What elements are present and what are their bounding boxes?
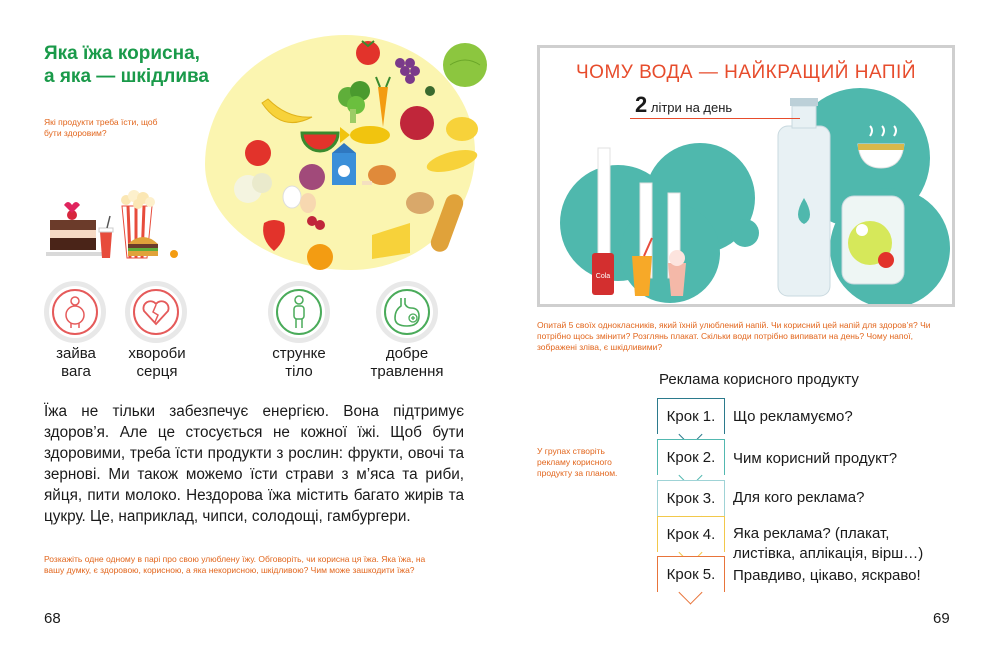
step-label: Крок 4. bbox=[666, 526, 716, 543]
question-note: Які продукти треба їсти, щоб бути здоровим? bbox=[44, 117, 158, 138]
label-line: вага bbox=[61, 363, 91, 380]
page-number-right: 69 bbox=[933, 610, 950, 627]
page-number-left: 68 bbox=[44, 610, 61, 627]
step-2-text: Чим корисний продукт? bbox=[733, 450, 898, 467]
milkshake-icon bbox=[668, 250, 686, 296]
slim-person-icon bbox=[284, 295, 314, 329]
label-line: струнке bbox=[272, 345, 326, 362]
corn-icon bbox=[425, 146, 480, 177]
label-line: хвороби bbox=[128, 345, 186, 362]
cola-can-icon bbox=[592, 253, 614, 295]
step-4-text-line2: листівка, аплікація, вірш…) bbox=[733, 545, 924, 562]
junk-food-illustration bbox=[44, 170, 184, 270]
ad-plan-title: Реклама корисного продукту bbox=[659, 371, 859, 388]
step-4-text: Яка реклама? (плакат, bbox=[733, 525, 890, 542]
step-5 bbox=[657, 556, 725, 592]
overweight-label bbox=[31, 345, 121, 381]
teal-blob-right bbox=[731, 88, 950, 307]
soda-cup-icon bbox=[99, 216, 113, 258]
cola-can-label: Cola bbox=[595, 273, 611, 280]
carrot-icon bbox=[376, 77, 390, 127]
onion-icon bbox=[299, 164, 325, 190]
slim-body-label bbox=[254, 345, 344, 381]
page-title bbox=[44, 42, 209, 88]
step-label: Крок 3. bbox=[666, 490, 716, 507]
label-line: серця bbox=[136, 363, 178, 380]
step-2 bbox=[657, 439, 725, 475]
orange-icon bbox=[307, 244, 333, 270]
poster-title: ЧОМУ ВОДА — НАЙКРАЩИЙ НАПІЙ bbox=[576, 62, 916, 83]
lemonade-pitcher-icon bbox=[842, 196, 904, 284]
step-1-text: Що рекламуємо? bbox=[733, 408, 853, 425]
group-task-note: У групах створіть рекламу корисного продукту за планом. bbox=[537, 446, 618, 478]
cauliflower-icon bbox=[234, 173, 272, 203]
egg-icon bbox=[283, 186, 316, 213]
survey-note: Опитай 5 своїх однокласників, який їхній улюблений напій. Чи корисний цей напій для здоров’я? Чи потрібно щось змінити? Розглянь плакат. Скільки води потрібно випивати на день? Чому напої, зображені зліва, є шкідливими? bbox=[537, 320, 931, 352]
step-label: Крок 5. bbox=[666, 566, 716, 583]
overweight-person-icon bbox=[60, 295, 90, 329]
step-1 bbox=[657, 398, 725, 434]
potato-icon bbox=[406, 192, 434, 214]
overweight-icon-circle bbox=[44, 281, 106, 343]
good-digestion-icon-circle bbox=[376, 281, 438, 343]
banana-icon bbox=[262, 99, 312, 123]
watermelon-icon bbox=[302, 133, 338, 151]
step-5-text: Правдиво, цікаво, яскраво! bbox=[733, 567, 921, 584]
pointer-line bbox=[630, 118, 800, 119]
discussion-note: Розкажіть одне одному в парі про свою улюблену їжу. Обговоріть, чи корисна ця їжа. Яка їжа, на вашу думку, є здоровою, корисною, а яка некорисною, шкідливою? Чим може зашкодити їжа? bbox=[44, 554, 426, 575]
cheese-icon bbox=[372, 223, 410, 259]
cabbage-icon bbox=[443, 43, 487, 87]
milk-carton-icon bbox=[332, 143, 356, 185]
liters-number: 2 bbox=[635, 92, 648, 117]
step-3 bbox=[657, 480, 725, 516]
label-line: тіло bbox=[285, 363, 313, 380]
broccoli-icon bbox=[338, 81, 370, 123]
candy-icon bbox=[170, 250, 178, 258]
heart-disease-icon-circle bbox=[125, 281, 187, 343]
stomach-icon bbox=[391, 296, 423, 328]
grapes-icon bbox=[395, 58, 420, 84]
liters-text: літри на день bbox=[650, 100, 733, 115]
slim-body-icon-circle bbox=[268, 281, 330, 343]
cake-icon bbox=[46, 202, 102, 256]
cherry-icon bbox=[307, 216, 325, 230]
broken-heart-icon bbox=[141, 298, 171, 326]
tomato-icon bbox=[356, 41, 380, 65]
label-line: зайва bbox=[56, 345, 96, 362]
liters-per-day bbox=[635, 92, 732, 118]
healthy-food-illustration bbox=[200, 25, 500, 280]
bread-icon bbox=[428, 192, 465, 255]
heart-disease-label bbox=[112, 345, 202, 381]
title-line-1: Яка їжа корисна, bbox=[44, 43, 200, 64]
fish-icon bbox=[340, 126, 390, 144]
water-poster-illustration bbox=[540, 48, 955, 307]
step-label: Крок 2. bbox=[666, 449, 716, 466]
main-paragraph: Їжа не тільки забезпечує енергією. Вона підтримує здоров’я. Але це стосується не кожної їжі. Щоб бути здоровими, треба їсти продукти з рослин: фрукти, овочі та зернові. Ми також можемо їсти страви з м’яса та риби, яйця, пити молоко. Нездорова їжа містить багато жирів та цукру. Це, наприклад, чипси, солодощі, гамбургери. bbox=[44, 403, 464, 525]
label-line: травлення bbox=[370, 363, 444, 380]
lemon-icon bbox=[446, 117, 478, 141]
label-line: добре bbox=[385, 345, 429, 362]
water-poster bbox=[537, 45, 955, 307]
title-line-2: а яка — шкідлива bbox=[44, 66, 209, 87]
apple-icon bbox=[245, 140, 271, 166]
grape-green-icon bbox=[425, 86, 435, 96]
good-digestion-label bbox=[362, 345, 452, 381]
bell-pepper-icon bbox=[263, 220, 285, 251]
step-3-text: Для кого реклама? bbox=[733, 489, 865, 506]
chicken-leg-icon bbox=[362, 165, 396, 185]
teal-blob-left bbox=[560, 143, 755, 303]
step-label: Крок 1. bbox=[666, 408, 716, 425]
pomegranate-icon bbox=[400, 106, 434, 140]
water-bottle-icon bbox=[778, 98, 830, 296]
step-4 bbox=[657, 516, 725, 552]
